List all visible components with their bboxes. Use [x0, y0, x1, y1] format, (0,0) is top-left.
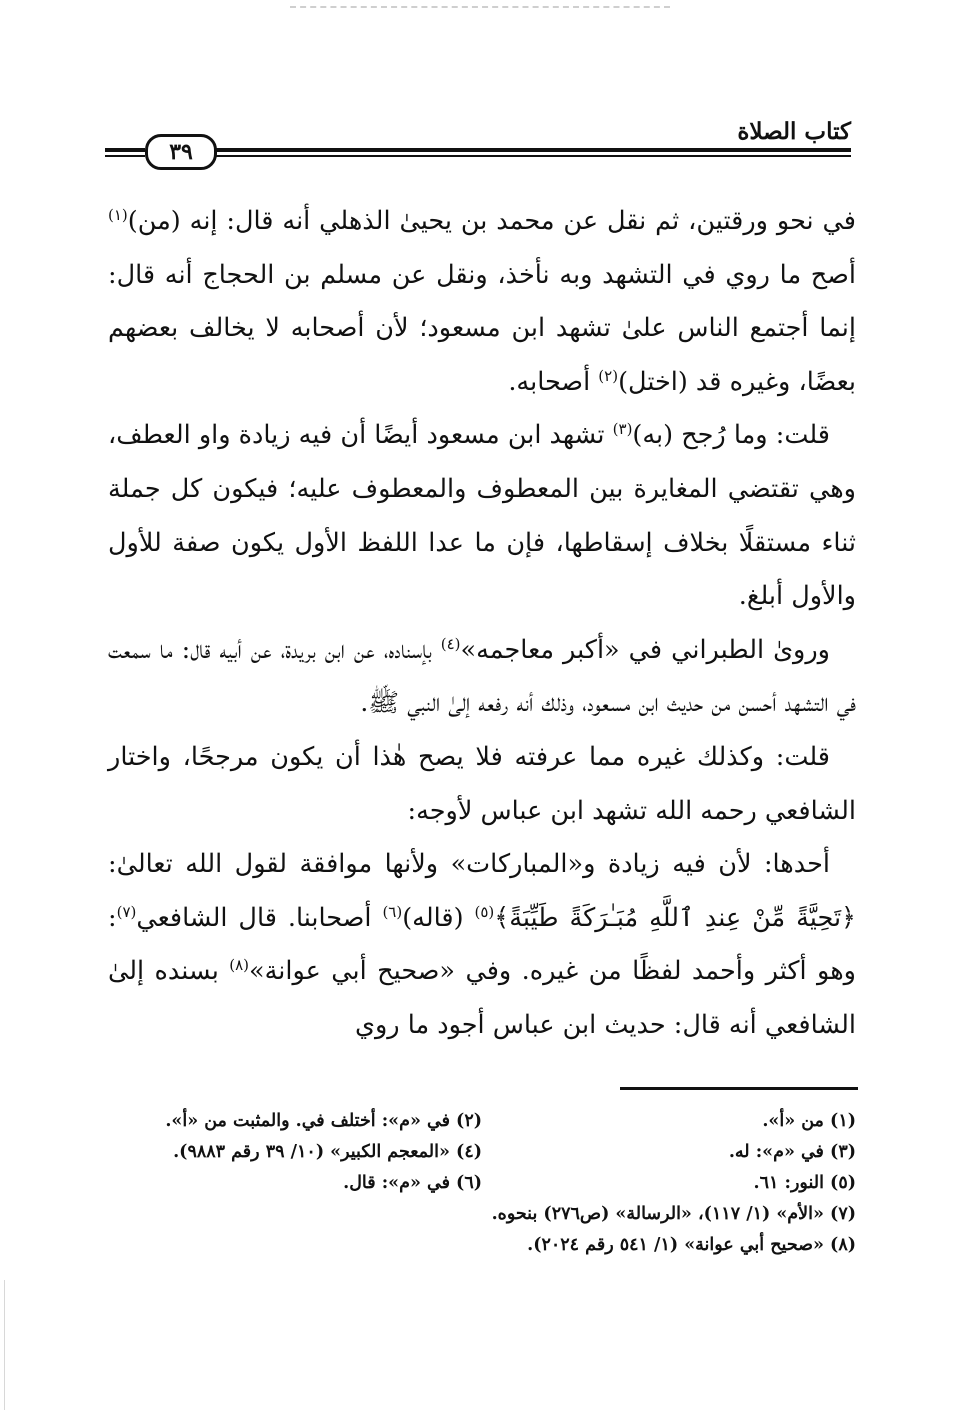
footnote-row — [108, 1229, 856, 1260]
text-segment: بإسناده، عن ابن بريدة، عن أبيه قال: ما سمعت في التشهد أحسن من حديث ابن مسعود، وذلك أنه رفعه إلىٰ النبي ﷺ. — [108, 634, 856, 719]
footnote-8: (٨) «صحيح أبي عوانة» (١/ ٥٤١ رقم ٢٠٢٤). — [527, 1234, 856, 1255]
main-text — [108, 195, 856, 1053]
footnote-6: (٦) في «م»: قال. — [343, 1172, 482, 1193]
text-segment: قلت: وما رُجح (به) — [632, 420, 830, 451]
header-rule-left-thin — [105, 155, 145, 157]
scan-edge-line — [4, 1280, 5, 1410]
book-title: كتاب الصلاة — [737, 118, 851, 145]
text-segment: في نحو ورقتين، ثم نقل عن محمد بن يحيىٰ الذهلي أنه قال: إنه (من) — [127, 206, 856, 236]
footnote-row — [108, 1136, 856, 1167]
footnote-marker: (٨) — [229, 956, 250, 975]
header-rule-thick — [211, 148, 851, 152]
footnote-marker: (٦) — [382, 902, 403, 921]
text-segment: (قاله) — [402, 902, 475, 933]
text-segment: أصحابنا. قال الشافعي — [136, 902, 383, 933]
text-segment: بسنده إلىٰ الشافعي أنه قال: حديث ابن عباس أجود ما روي — [108, 956, 856, 1040]
footnote-4: (٤) «المعجم الكبير» (١٠/ ٣٩ رقم ٩٨٨٣). — [173, 1141, 482, 1162]
paragraph — [108, 624, 856, 731]
text-segment: أصحابه. — [508, 366, 599, 397]
footnote-marker: (١) — [108, 206, 128, 224]
text-segment: قلت: وكذلك غيره مما عرفته فلا يصح هٰذا أن يكون مرجحًا، واختار الشافعي رحمه الله تشهد ابن عباس لأوجه: — [108, 741, 856, 826]
text-segment: تشهد ابن مسعود أيضًا أن فيه زيادة واو العطف، وهي تقتضي المغايرة بين المعطوف والمعطوف عليه؛ فيكون كل جملة ثناء مستقلًا بخلاف إسقاطها، فإن ما عدا اللفظ الأول يكون صفة للأول والأول أبلغ. — [108, 420, 856, 612]
footnote-3: (٣) في «م»: له. — [728, 1141, 856, 1162]
page-header — [105, 112, 851, 172]
footnote-marker: (٧) — [116, 902, 137, 921]
footnote-2: (٢) في «م»: أختلف في. والمثبت من «أ». — [165, 1110, 482, 1131]
footnote-row — [108, 1105, 856, 1136]
footnote-5: (٥) النور: ٦١. — [753, 1172, 856, 1193]
footnote-separator — [620, 1087, 858, 1090]
page-number-box — [145, 134, 217, 170]
footnote-1: (١) من «أ». — [762, 1110, 856, 1131]
paragraph — [108, 731, 856, 838]
paragraph — [108, 409, 856, 623]
footnote-7: (٧) «الأم» (١/ ١١٧)، «الرسالة» (ص٢٧٦) بنحوه. — [491, 1203, 856, 1224]
footnote-row — [108, 1167, 856, 1198]
page-number: ٣٩ — [169, 139, 193, 165]
footnote-marker: (٣) — [612, 420, 633, 439]
footnote-marker: (٤) — [440, 634, 461, 653]
footnotes — [108, 1105, 856, 1260]
text-segment: : وهو أكثر وأحمد لفظًا من غيره. وفي «صحيح أبي عوانة» — [108, 902, 856, 987]
footnote-row — [108, 1198, 856, 1229]
paragraph — [108, 195, 856, 409]
footnote-marker: (٥) — [474, 902, 495, 921]
text-segment: وروىٰ الطبراني في «أكبر معاجمه» — [460, 634, 830, 665]
footnote-marker: (٢) — [598, 366, 619, 385]
header-rule-left — [105, 148, 145, 152]
top-scan-marks — [290, 6, 670, 10]
header-rule-thin — [211, 155, 851, 157]
text-segment: أصح ما روي في التشهد وبه نأخذ، ونقل عن مسلم بن الحجاج أنه قال: إنما أجتمع الناس علىٰ تشهد ابن مسعود؛ لأن أصحابه لا يخالف بعضهم بعضًا، وغيره قد (اختل) — [108, 259, 856, 397]
paragraph — [108, 838, 856, 1052]
text-segment: أحدها: لأن فيه زيادة و«المباركات» ولأنها موافقة لقول الله تعالىٰ: ﴿تَحِيَّةً مِّنْ عِندِ ٱللَّهِ مُبَـٰرَكَةً طَيِّبَةً﴾ — [108, 849, 857, 933]
